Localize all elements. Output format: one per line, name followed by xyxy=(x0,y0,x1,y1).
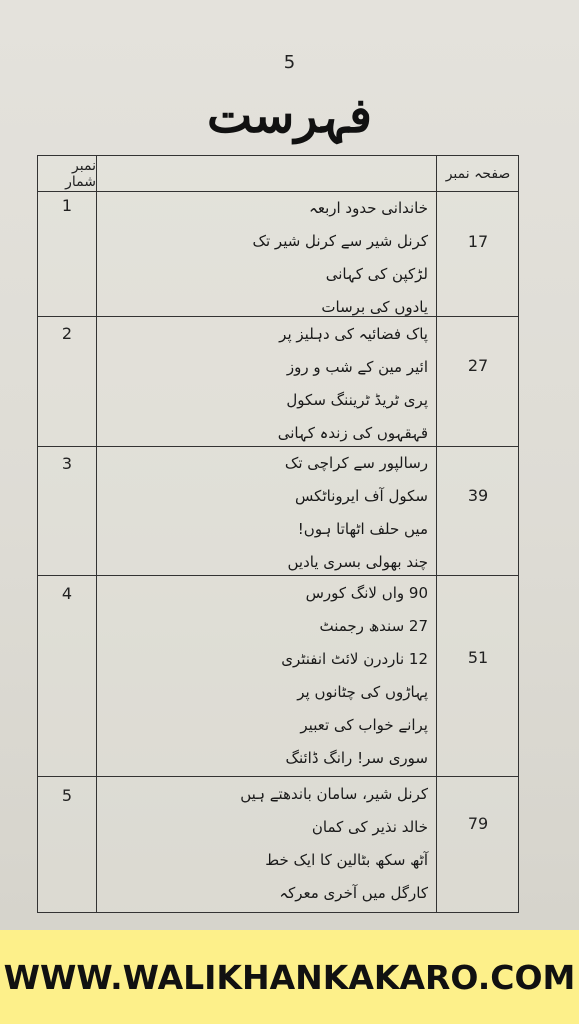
row-page: 17 xyxy=(467,232,489,251)
page-title: فہرست xyxy=(207,88,372,144)
chapter-title: 90 واں لانگ کورس xyxy=(305,584,428,602)
header-page-number: صفحہ نمبر xyxy=(445,165,511,182)
row-serial: 3 xyxy=(61,454,73,473)
chapter-title: سوری سر! رانگ ڈائنگ xyxy=(285,749,428,767)
chapter-title: کرنل شیر، سامان باندھتے ہیں xyxy=(240,785,428,803)
chapter-title: خالد نذیر کی کمان xyxy=(311,818,428,836)
chapter-title: میں حلف اٹھاتا ہوں! xyxy=(297,520,428,538)
row-divider xyxy=(38,776,518,777)
row-page: 39 xyxy=(467,486,489,505)
column-divider xyxy=(436,156,437,912)
chapter-title: پاک فضائیہ کی دہلیز پر xyxy=(279,325,428,343)
chapter-title: پہاڑوں کی چٹانوں پر xyxy=(297,683,428,701)
row-serial: 1 xyxy=(61,196,73,215)
chapter-title: قہقہوں کی زندہ کہانی xyxy=(277,424,428,442)
row-titles xyxy=(102,447,428,579)
chapter-title: چند بھولی بسری یادیں xyxy=(287,553,428,571)
row-page: 27 xyxy=(467,356,489,375)
chapter-title: رسالپور سے کراچی تک xyxy=(284,454,428,472)
chapter-title: کارگل میں آخری معرکہ xyxy=(279,884,428,902)
website-banner xyxy=(0,930,579,1024)
header-serial-number: نمبر شمار xyxy=(65,157,96,190)
row-titles xyxy=(102,318,428,450)
chapter-title: سکول آف ایروناٹکس xyxy=(295,487,428,505)
contents-table xyxy=(37,155,519,913)
row-page: 51 xyxy=(467,648,489,667)
chapter-title: پرانے خواب کی تعبیر xyxy=(300,716,428,734)
column-divider xyxy=(96,156,97,912)
website-url[interactable]: WWW.WALIKHANKAKARO.COM xyxy=(3,957,576,997)
row-titles xyxy=(102,577,428,775)
chapter-title: آٹھ سکھ بٹالین کا ایک خط xyxy=(265,851,428,869)
row-page: 79 xyxy=(467,814,489,833)
row-serial: 2 xyxy=(61,324,73,343)
chapter-title: یادوں کی برسات xyxy=(321,298,428,316)
row-serial: 4 xyxy=(61,584,73,603)
chapter-title: خاندانی حدود اربعہ xyxy=(309,199,428,217)
page-number: 5 xyxy=(283,52,296,73)
row-serial: 5 xyxy=(61,786,73,805)
row-titles xyxy=(102,778,428,910)
row-titles xyxy=(102,192,428,324)
chapter-title: کرنل شیر سے کرنل شیر تک xyxy=(252,232,428,250)
chapter-title: پری ٹریڈ ٹریننگ سکول xyxy=(286,391,428,409)
chapter-title: ائیر مین کے شب و روز xyxy=(286,358,428,376)
chapter-title: لڑکپن کی کہانی xyxy=(325,265,428,283)
chapter-title: 12 ناردرن لائٹ انفنٹری xyxy=(281,650,428,668)
chapter-title: 27 سندھ رجمنٹ xyxy=(319,617,428,635)
